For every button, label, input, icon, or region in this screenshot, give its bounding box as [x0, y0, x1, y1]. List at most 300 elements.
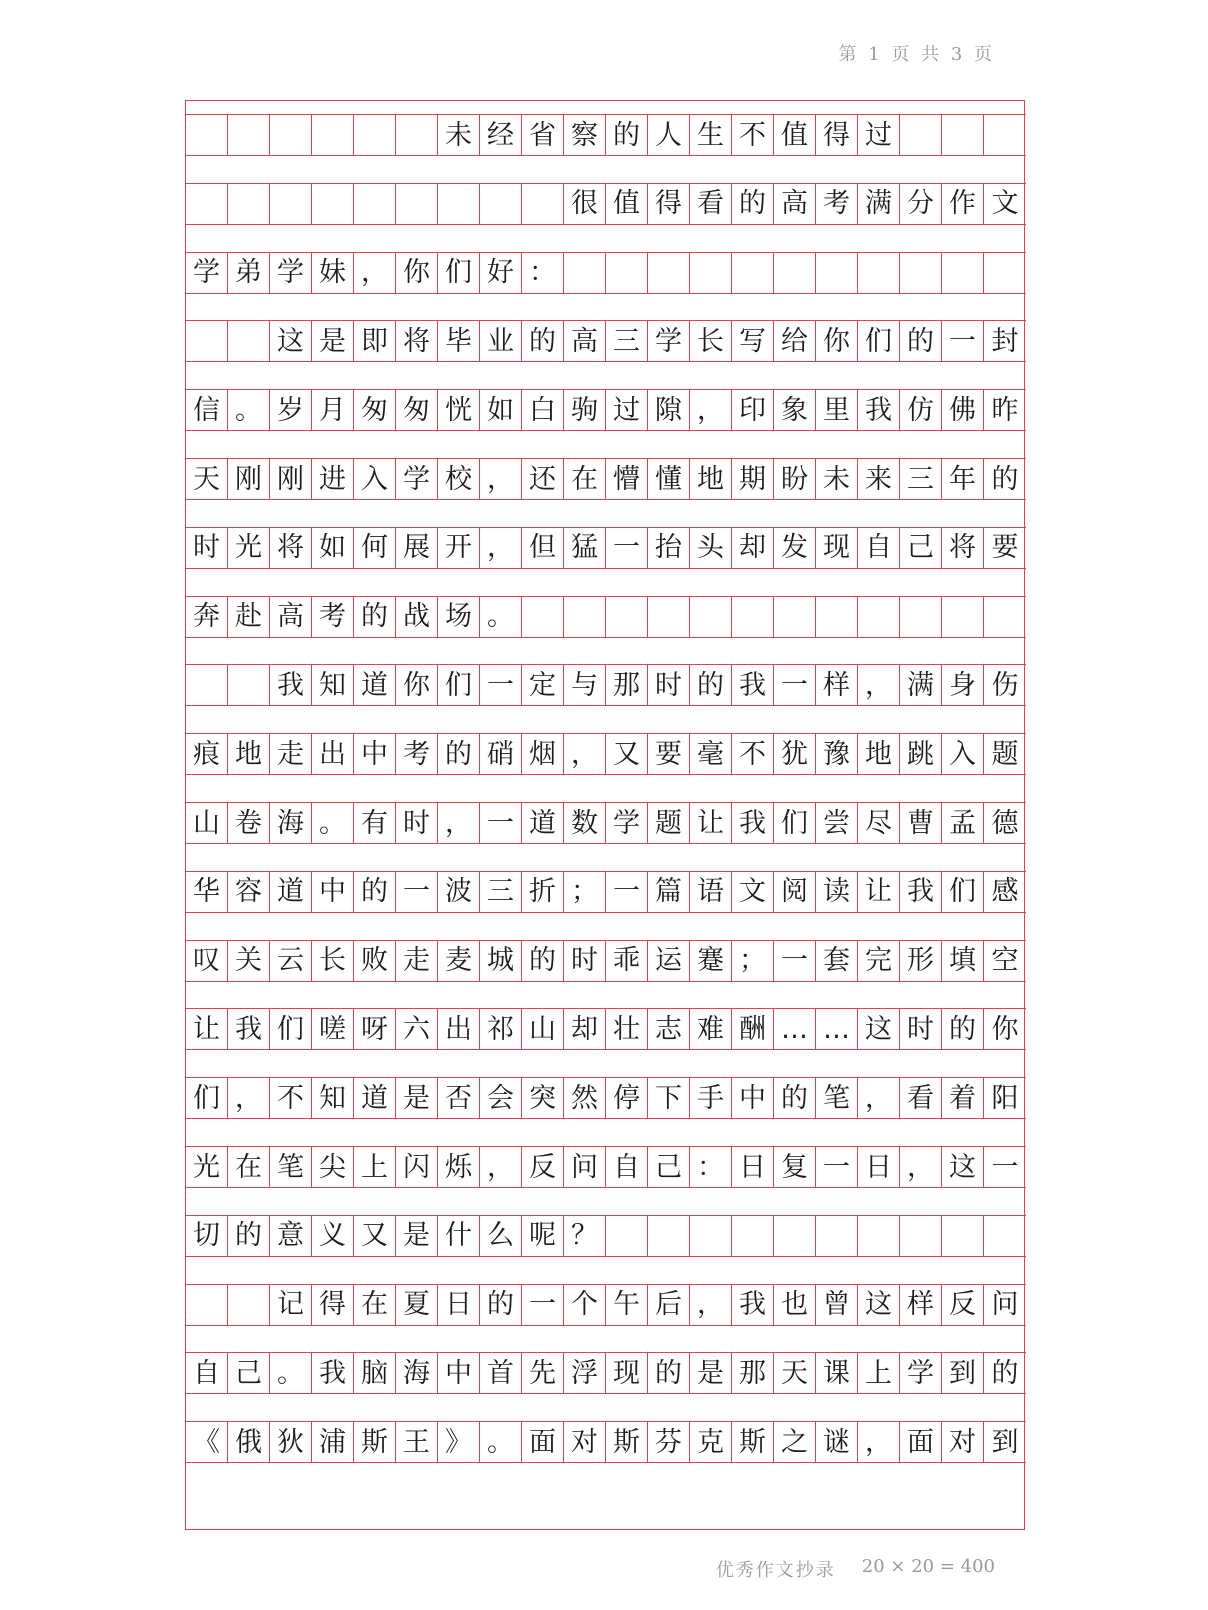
grid-cell: 的	[690, 665, 732, 705]
grid-cell: 值	[774, 115, 816, 155]
grid-cell: 校	[438, 459, 480, 499]
grid-cell: 刚	[270, 459, 312, 499]
grid-cell: 却	[732, 528, 774, 568]
grid-cell	[354, 184, 396, 224]
grid-cell: 手	[690, 1078, 732, 1118]
grid-cell: 个	[564, 1285, 606, 1325]
grid-cell: 一	[396, 872, 438, 912]
grid-cell: 驹	[564, 390, 606, 430]
grid-cell	[522, 597, 564, 637]
grid-cell: 不	[732, 115, 774, 155]
grid-cell: 月	[312, 390, 354, 430]
grid-cell: 那	[606, 665, 648, 705]
grid-cell: 反	[942, 1285, 984, 1325]
grid-cell: 光	[186, 1147, 228, 1187]
grid-cell	[690, 1216, 732, 1256]
grid-cell: 空	[991, 945, 1019, 977]
grid-cell: 形	[900, 941, 942, 981]
grid-cell	[186, 665, 228, 705]
grid-cell: 昨	[991, 394, 1019, 426]
grid-cell: 。	[480, 1422, 522, 1462]
grid-cell: 一	[774, 665, 816, 705]
grid-cell: 未	[816, 459, 858, 499]
grid-cell: 麦	[438, 941, 480, 981]
grid-cell: 时	[186, 528, 228, 568]
grid-cell	[480, 184, 522, 224]
grid-cell: 痕	[186, 734, 228, 774]
grid-cell	[900, 597, 942, 637]
grid-cell: 长	[312, 941, 354, 981]
grid-cell: 印	[732, 390, 774, 430]
grid-row	[186, 1284, 1026, 1326]
grid-cell: 义	[312, 1216, 354, 1256]
grid-cell: ，	[690, 1285, 732, 1325]
grid-cell: 是	[396, 1216, 438, 1256]
grid-cell	[396, 115, 438, 155]
grid-cell: 看	[690, 184, 732, 224]
grid-cell: 现	[816, 528, 858, 568]
page-footer	[716, 1556, 995, 1582]
grid-cell: 毫	[690, 734, 732, 774]
grid-cell: 上	[354, 1147, 396, 1187]
grid-cell: ，	[690, 390, 732, 430]
grid-cell: 写	[732, 321, 774, 361]
grid-cell: 高	[774, 184, 816, 224]
grid-cell: 自	[606, 1147, 648, 1187]
grid-cell: 抬	[648, 528, 690, 568]
grid-cell: 走	[396, 941, 438, 981]
grid-cell: 信	[186, 390, 228, 430]
grid-cell: 曾	[816, 1285, 858, 1325]
grid-cell: 祁	[480, 1009, 522, 1049]
grid-cell: 问	[991, 1289, 1019, 1321]
grid-cell: 日	[438, 1285, 480, 1325]
grid-cell	[774, 597, 816, 637]
grid-cell: 得	[312, 1285, 354, 1325]
grid-cell: 己	[648, 1147, 690, 1187]
grid-cell: 赴	[228, 597, 270, 637]
grid-cell: 的	[354, 872, 396, 912]
grid-cell: 走	[270, 734, 312, 774]
grid-cell: 什	[438, 1216, 480, 1256]
grid-cell: 学	[900, 1353, 942, 1393]
grid-cell: 象	[774, 390, 816, 430]
grid-cell: 的	[991, 463, 1019, 495]
grid-cell: 的	[228, 1216, 270, 1256]
grid-cell	[732, 1216, 774, 1256]
grid-cell: 山	[186, 803, 228, 843]
grid-cell	[984, 253, 1026, 293]
grid-cell: 们	[438, 253, 480, 293]
grid-cell: 烁	[438, 1147, 480, 1187]
grid-cell: 很	[564, 184, 606, 224]
grid-cell: 对	[942, 1422, 984, 1462]
grid-cell: 也	[774, 1285, 816, 1325]
grid-cell: 否	[438, 1078, 480, 1118]
grid-cell: 道	[270, 872, 312, 912]
footer-source-label: 优秀作文抄录	[715, 1560, 836, 1581]
grid-cell: 封	[991, 325, 1019, 357]
grid-cell: 懂	[648, 459, 690, 499]
grid-cell: 的	[480, 1285, 522, 1325]
grid-row	[186, 940, 1026, 982]
grid-cell	[564, 597, 606, 637]
grid-cell: 作	[942, 184, 984, 224]
grid-cell: 志	[648, 1009, 690, 1049]
grid-cell: 但	[522, 528, 564, 568]
grid-cell: 后	[648, 1285, 690, 1325]
grid-cell: 恍	[438, 390, 480, 430]
grid-cell: 懵	[606, 459, 648, 499]
grid-cell: 套	[816, 941, 858, 981]
grid-cell: 的	[991, 1357, 1019, 1389]
grid-cell: 好	[480, 253, 522, 293]
grid-cell: 脑	[354, 1353, 396, 1393]
grid-row	[186, 183, 1026, 225]
grid-cell: 与	[564, 665, 606, 705]
grid-cell: 己	[900, 528, 942, 568]
grid-cell: 这	[858, 1009, 900, 1049]
grid-cell	[228, 184, 270, 224]
grid-cell: 三	[606, 321, 648, 361]
grid-cell: 叹	[186, 941, 228, 981]
grid-cell: 样	[816, 665, 858, 705]
grid-cell	[942, 597, 984, 637]
grid-cell: 满	[858, 184, 900, 224]
grid-row	[186, 664, 1026, 706]
grid-cell: 场	[438, 597, 480, 637]
manuscript-grid	[185, 100, 1025, 1530]
grid-cell: 定	[522, 665, 564, 705]
grid-cell: 浦	[312, 1422, 354, 1462]
grid-cell: 又	[354, 1216, 396, 1256]
grid-cell	[312, 115, 354, 155]
grid-row	[186, 1077, 1026, 1119]
grid-cell	[732, 597, 774, 637]
grid-cell	[942, 1216, 984, 1256]
grid-cell: 一	[480, 803, 522, 843]
grid-cell	[186, 115, 228, 155]
grid-cell: 问	[564, 1147, 606, 1187]
grid-cell: 不	[270, 1078, 312, 1118]
grid-cell: 。	[228, 390, 270, 430]
grid-cell: 谜	[816, 1422, 858, 1462]
grid-cell	[438, 184, 480, 224]
grid-cell: 己	[228, 1353, 270, 1393]
grid-cell: 经	[480, 115, 522, 155]
grid-cell	[942, 115, 984, 155]
grid-cell: ；	[732, 941, 774, 981]
grid-cell: 要	[648, 734, 690, 774]
grid-cell: 课	[816, 1353, 858, 1393]
grid-cell: 时	[900, 1009, 942, 1049]
grid-cell: 你	[816, 321, 858, 361]
grid-cell: 壮	[606, 1009, 648, 1049]
grid-cell: 狄	[270, 1422, 312, 1462]
grid-cell: 着	[942, 1078, 984, 1118]
grid-cell: 呢	[522, 1216, 564, 1256]
grid-cell: ，	[480, 459, 522, 499]
grid-cell: 一	[606, 872, 648, 912]
grid-cell	[228, 1285, 270, 1325]
grid-cell: 值	[606, 184, 648, 224]
grid-cell: 弟	[228, 253, 270, 293]
grid-cell: ，	[480, 1147, 522, 1187]
grid-cell	[984, 597, 1026, 637]
grid-cell: 然	[564, 1078, 606, 1118]
grid-cell: 数	[564, 803, 606, 843]
grid-cell: 天	[186, 459, 228, 499]
grid-row	[186, 802, 1026, 844]
grid-cell	[816, 1216, 858, 1256]
grid-cell	[648, 597, 690, 637]
grid-cell: 入	[942, 734, 984, 774]
grid-cell: 匆	[396, 390, 438, 430]
grid-cell: 烟	[522, 734, 564, 774]
grid-cell: 期	[732, 459, 774, 499]
grid-cell	[186, 184, 228, 224]
grid-cell: 题	[991, 738, 1019, 770]
grid-cell: 高	[270, 597, 312, 637]
grid-row	[186, 320, 1026, 362]
grid-cell: 刚	[228, 459, 270, 499]
grid-cell: 闪	[396, 1147, 438, 1187]
grid-cell: 年	[942, 459, 984, 499]
grid-cell: 过	[606, 390, 648, 430]
grid-cell: 笔	[270, 1147, 312, 1187]
grid-cell: 关	[228, 941, 270, 981]
grid-cell: 填	[942, 941, 984, 981]
grid-cell: 克	[690, 1422, 732, 1462]
grid-cell: 有	[354, 803, 396, 843]
grid-row	[186, 1352, 1026, 1394]
grid-cell: 一	[991, 1151, 1019, 1183]
grid-cell	[774, 253, 816, 293]
grid-cell: 斯	[606, 1422, 648, 1462]
grid-cell: 考	[312, 597, 354, 637]
grid-cell: 你	[991, 1013, 1019, 1045]
grid-cell: 里	[816, 390, 858, 430]
grid-cell: 城	[480, 941, 522, 981]
grid-cell: 一	[774, 941, 816, 981]
grid-cell: 的	[648, 1353, 690, 1393]
grid-cell: 知	[312, 1078, 354, 1118]
grid-cell: 出	[312, 734, 354, 774]
grid-cell: 蹇	[690, 941, 732, 981]
grid-cell: 《	[186, 1422, 228, 1462]
grid-cell: ，	[564, 734, 606, 774]
grid-cell: 山	[522, 1009, 564, 1049]
grid-cell: 让	[186, 1009, 228, 1049]
grid-cell	[690, 597, 732, 637]
grid-cell: 匆	[354, 390, 396, 430]
grid-cell: 的	[900, 321, 942, 361]
grid-cell: 地	[690, 459, 732, 499]
grid-cell: 呀	[354, 1009, 396, 1049]
grid-cell: 上	[858, 1353, 900, 1393]
grid-cell: 学	[648, 321, 690, 361]
grid-cell: 难	[690, 1009, 732, 1049]
grid-cell: 三	[480, 872, 522, 912]
grid-cell	[900, 1216, 942, 1256]
grid-cell: 的	[606, 115, 648, 155]
grid-cell: 进	[312, 459, 354, 499]
grid-cell: 午	[606, 1285, 648, 1325]
grid-row	[186, 1146, 1026, 1188]
grid-cell	[774, 1216, 816, 1256]
grid-cell: 中	[438, 1353, 480, 1393]
grid-cell: 海	[396, 1353, 438, 1393]
grid-cell: 要	[991, 532, 1019, 564]
grid-cell	[228, 115, 270, 155]
grid-cell: 对	[564, 1422, 606, 1462]
grid-cell: 道	[522, 803, 564, 843]
grid-cell: 运	[648, 941, 690, 981]
grid-cell: 地	[858, 734, 900, 774]
grid-cell: 光	[228, 528, 270, 568]
grid-cell	[396, 184, 438, 224]
grid-cell: 到	[991, 1426, 1019, 1458]
grid-cell: 业	[480, 321, 522, 361]
grid-cell: 面	[522, 1422, 564, 1462]
grid-cell: 让	[858, 872, 900, 912]
grid-cell: 地	[228, 734, 270, 774]
grid-cell: 还	[522, 459, 564, 499]
grid-cell: 看	[900, 1078, 942, 1118]
grid-cell: ，	[354, 253, 396, 293]
grid-cell: 意	[270, 1216, 312, 1256]
grid-cell: 让	[690, 803, 732, 843]
grid-cell	[312, 184, 354, 224]
grid-cell: 时	[564, 941, 606, 981]
grid-cell: 的	[522, 941, 564, 981]
grid-cell: 人	[648, 115, 690, 155]
grid-cell	[816, 253, 858, 293]
grid-cell: 自	[186, 1353, 228, 1393]
grid-cell: 下	[648, 1078, 690, 1118]
grid-cell: 卷	[228, 803, 270, 843]
grid-cell: 头	[690, 528, 732, 568]
grid-cell: 我	[270, 665, 312, 705]
grid-cell: 文	[991, 188, 1019, 220]
grid-cell	[942, 253, 984, 293]
grid-cell: 是	[312, 321, 354, 361]
grid-cell: 六	[396, 1009, 438, 1049]
grid-cell: 道	[354, 1078, 396, 1118]
grid-cell: 。	[270, 1353, 312, 1393]
grid-cell: 未	[438, 115, 480, 155]
grid-cell: …	[816, 1009, 858, 1049]
grid-cell: 你	[396, 253, 438, 293]
grid-cell: 这	[270, 321, 312, 361]
grid-cell: 考	[816, 184, 858, 224]
grid-cell: 如	[480, 390, 522, 430]
grid-cell: 何	[354, 528, 396, 568]
grid-cell: 生	[690, 115, 732, 155]
grid-cell: 不	[732, 734, 774, 774]
grid-cell: 开	[438, 528, 480, 568]
grid-row	[186, 596, 1026, 638]
grid-cell: 的	[942, 1009, 984, 1049]
grid-cell: 是	[396, 1078, 438, 1118]
grid-cell	[984, 1216, 1026, 1256]
grid-cell: 们	[438, 665, 480, 705]
grid-cell: 夏	[396, 1285, 438, 1325]
grid-cell: 伤	[991, 669, 1019, 701]
grid-cell: 。	[312, 803, 354, 843]
grid-cell	[690, 253, 732, 293]
grid-cell: 篇	[648, 872, 690, 912]
grid-cell: 感	[991, 876, 1019, 908]
grid-cell: 们	[774, 803, 816, 843]
grid-cell: 这	[942, 1147, 984, 1187]
grid-cell: 日	[858, 1147, 900, 1187]
grid-cell: 如	[312, 528, 354, 568]
grid-cell: 王	[396, 1422, 438, 1462]
grid-cell: 学	[396, 459, 438, 499]
grid-cell: 的	[774, 1078, 816, 1118]
grid-cell: 满	[900, 665, 942, 705]
grid-cell	[186, 1285, 228, 1325]
grid-cell: 学	[270, 253, 312, 293]
grid-cell: 是	[690, 1353, 732, 1393]
grid-cell	[858, 253, 900, 293]
grid-cell: 考	[396, 734, 438, 774]
grid-cell: 时	[648, 665, 690, 705]
grid-cell: 发	[774, 528, 816, 568]
grid-cell: 省	[522, 115, 564, 155]
grid-cell: 一	[942, 321, 984, 361]
grid-cell: 得	[648, 184, 690, 224]
grid-cell: 我	[732, 803, 774, 843]
grid-row	[186, 1215, 1026, 1257]
grid-cell: 战	[396, 597, 438, 637]
grid-cell: 一	[816, 1147, 858, 1187]
grid-cell	[858, 597, 900, 637]
grid-cell: 们	[186, 1078, 228, 1118]
grid-row	[186, 1008, 1026, 1050]
grid-cell: 首	[480, 1353, 522, 1393]
grid-cell: 一	[606, 528, 648, 568]
grid-row	[186, 871, 1026, 913]
grid-cell: 豫	[816, 734, 858, 774]
grid-cell: 乖	[606, 941, 648, 981]
grid-cell: 得	[816, 115, 858, 155]
grid-cell: 入	[354, 459, 396, 499]
grid-cell: 三	[900, 459, 942, 499]
grid-cell: 一	[480, 665, 522, 705]
grid-cell: 自	[858, 528, 900, 568]
grid-cell: ；	[564, 872, 606, 912]
grid-cell: 展	[396, 528, 438, 568]
grid-cell: 现	[606, 1353, 648, 1393]
grid-row	[186, 252, 1026, 294]
grid-row	[186, 733, 1026, 775]
grid-row	[186, 1421, 1026, 1463]
grid-cell: 斯	[732, 1422, 774, 1462]
grid-cell: 日	[732, 1147, 774, 1187]
grid-cell: 又	[606, 734, 648, 774]
grid-cell: 》	[438, 1422, 480, 1462]
grid-cell: 隙	[648, 390, 690, 430]
grid-cell	[900, 115, 942, 155]
grid-cell: 察	[564, 115, 606, 155]
grid-cell: 将	[396, 321, 438, 361]
grid-cell: 华	[186, 872, 228, 912]
grid-cell: ：	[522, 253, 564, 293]
grid-cell: ，	[900, 1147, 942, 1187]
grid-cell	[984, 115, 1026, 155]
